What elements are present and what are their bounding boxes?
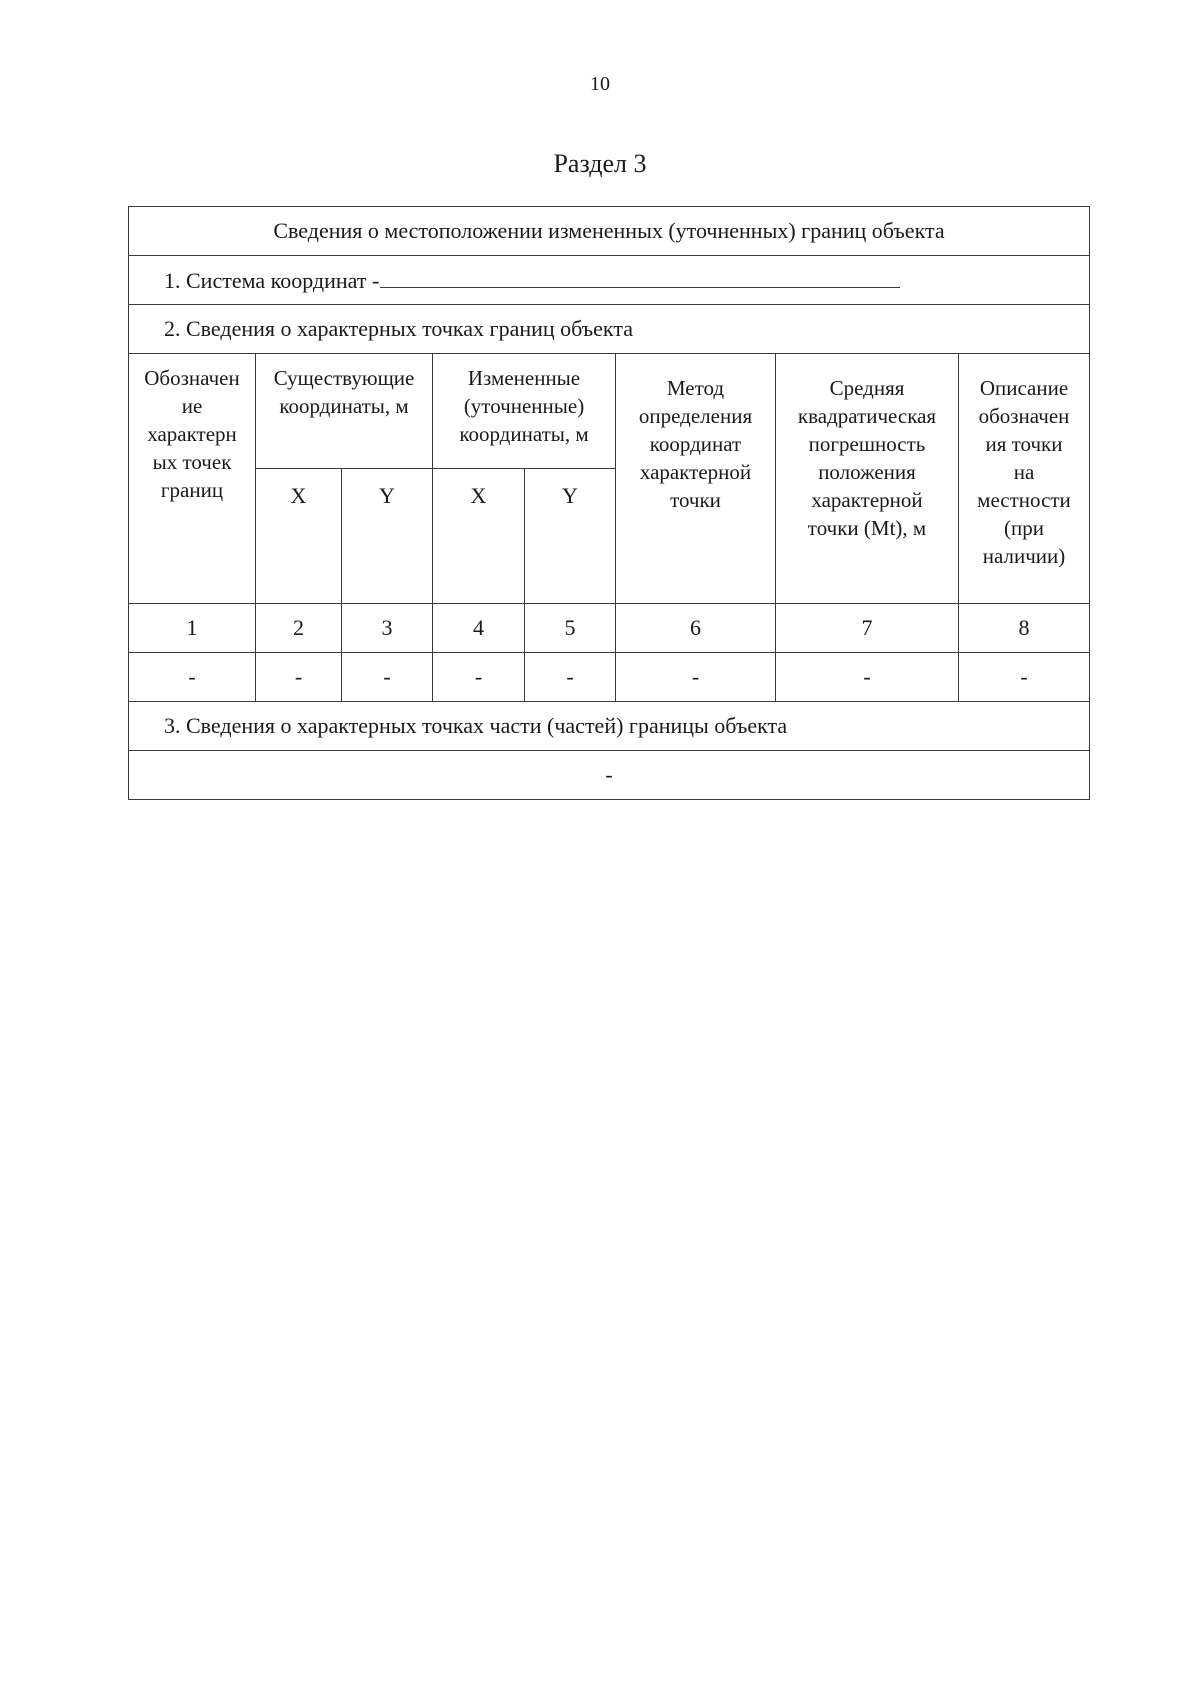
table-cell: - <box>776 653 959 702</box>
table-cell: - <box>342 653 433 702</box>
parts-section-title: 3. Сведения о характерных точках части (частей) границы объекта <box>129 702 1090 751</box>
column-number: 4 <box>433 604 525 653</box>
header-changed-y: Y <box>525 469 616 604</box>
table-cell: - <box>959 653 1090 702</box>
header-existing-y: Y <box>342 469 433 604</box>
header-method: Метод определения координат характерной точки <box>616 354 776 604</box>
column-number: 8 <box>959 604 1090 653</box>
table-cell: - <box>129 653 256 702</box>
column-number: 7 <box>776 604 959 653</box>
column-number: 1 <box>129 604 256 653</box>
table-caption: Сведения о местоположении измененных (уточненных) границ объекта <box>129 207 1090 256</box>
header-changed-x: X <box>433 469 525 604</box>
points-section-title: 2. Сведения о характерных точках границ объекта <box>129 305 1090 354</box>
column-number: 3 <box>342 604 433 653</box>
table-cell: - <box>616 653 776 702</box>
header-mean-square-error: Средняя квадратическая погрешность положения характерной точки (Mt), м <box>776 354 959 604</box>
header-changed-coordinates: Измененные (уточненные) координаты, м <box>433 354 616 469</box>
header-existing-x: X <box>256 469 342 604</box>
table-cell: - <box>256 653 342 702</box>
boundary-points-table <box>128 206 1090 800</box>
page-number: 10 <box>590 73 610 95</box>
table-cell: - <box>525 653 616 702</box>
column-number: 2 <box>256 604 342 653</box>
table-cell: - <box>433 653 525 702</box>
coordinate-system-row <box>129 256 1090 305</box>
coordinate-system-blank <box>380 267 900 288</box>
column-number: 6 <box>616 604 776 653</box>
coordinate-system-label: 1. Система координат - <box>164 267 380 293</box>
header-point-description: Описание обозначен ия точки на местности (при наличии) <box>959 354 1090 604</box>
parts-section-value: - <box>129 751 1090 800</box>
header-designation: Обозначен ие характерн ых точек границ <box>129 354 256 604</box>
section-title: Раздел 3 <box>553 149 647 178</box>
column-numbers-row <box>129 604 1090 653</box>
table-row <box>129 653 1090 702</box>
column-number: 5 <box>525 604 616 653</box>
header-existing-coordinates: Существующие координаты, м <box>256 354 433 469</box>
